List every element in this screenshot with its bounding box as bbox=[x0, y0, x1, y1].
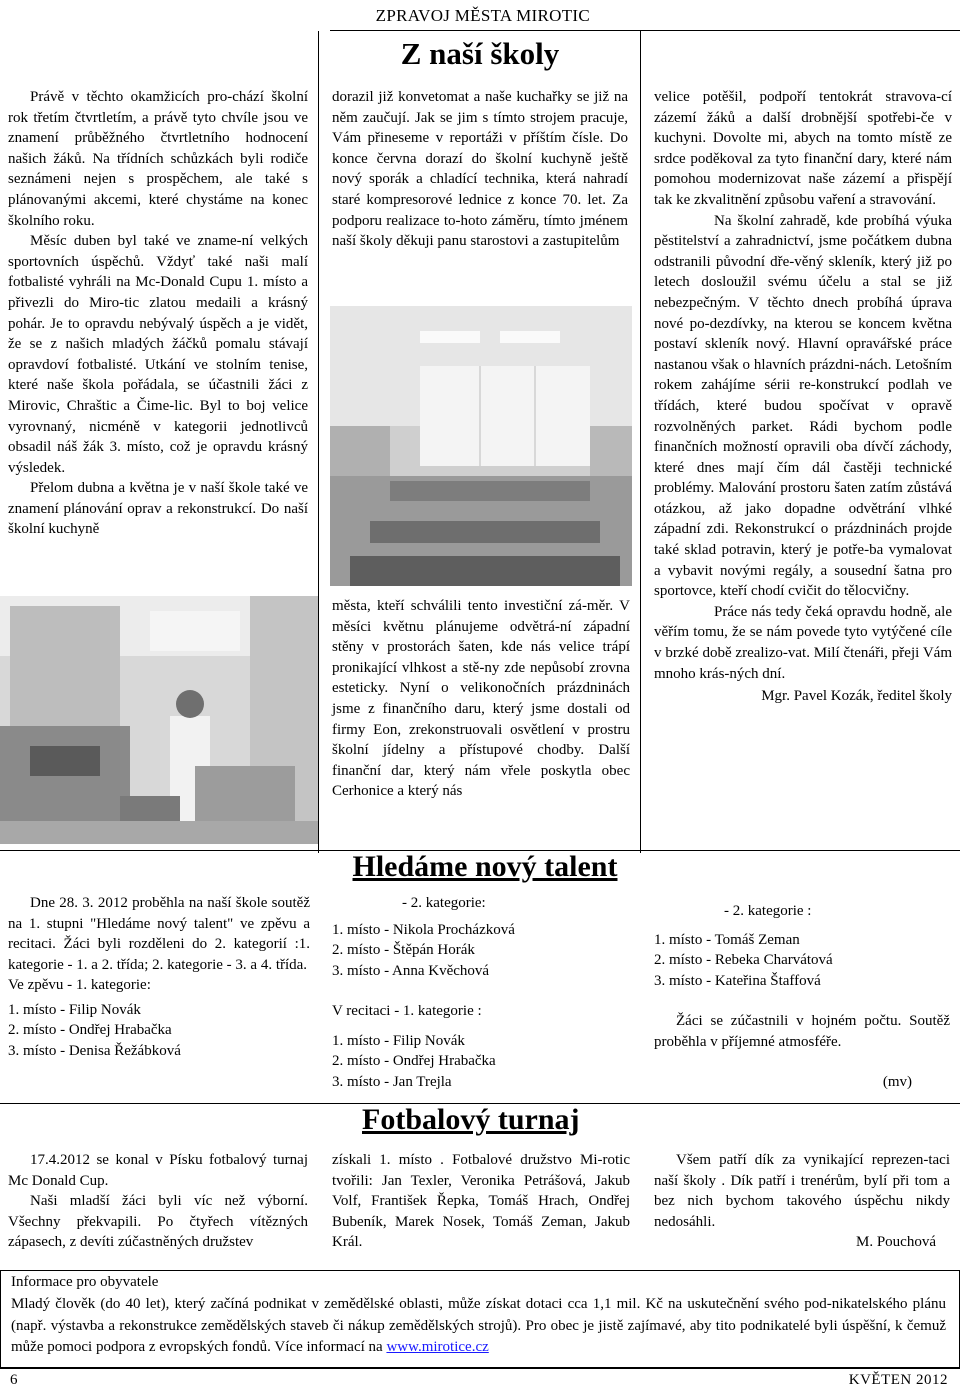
article-column-3 bbox=[654, 87, 952, 707]
category-label: - 2. kategorie: bbox=[402, 895, 486, 911]
article-paragraph: Na školní zahradě, kde probíhá výuka pěstitelství a zahradnictví, jsme počátkem dubna odstranili původní dře-věný skleník, který již po letech dosloužil svému účelu a stal se již nebezpečným. V těchto dnech probíhá úprava nové po-dezdívky, na kterou se koncem května postaví skleník nový. Hlavní opravářské práce nastanou však o hlavních prázdni-nách. Letošním rokem zahájíme sérii re-konstrukcí podlah ve třídách, které budou spočívat v opravě rozvolněných parket. Rádi bychom podle finančních možností opravili oba dívčí záchody, které dnes mají čím dál častěji technické problémy. Malování prostoru šaten zatím zůstává otázkou, až jako dopadne odvětrání vlhké západní zdi. Rekonstrukcí o prázdninách projde také sklad potravin, který je potře-ba vymalovat a vybavit novými regály, a sousední šatna pro sportovce, kteří chodí cvičit do tělocvičny. bbox=[654, 212, 952, 600]
newsletter-title: ZPRAVOJ MĚSTA MIROTIC bbox=[375, 6, 590, 25]
football-column-1 bbox=[8, 1150, 308, 1253]
talent-results-column-3 bbox=[654, 901, 950, 1093]
talent-intro-column bbox=[8, 893, 310, 1061]
issue-date: KVĚTEN 2012 bbox=[848, 1372, 948, 1388]
football-paragraph: 17.4.2012 se konal v Písku fotbalový turnaj Mc Donald Cup. bbox=[8, 1152, 308, 1189]
article-paragraph: velice potěšil, podpoří tentokrát stravova-cí zázemí žáků a další drobnější spotřebi-če v kuchyni. Dovolte mi, abych na tomto místě ze srdce poděkoval za tyto finanční dary, které nám pomohou modernizovat naše zázemí a přispějí tak ke zkvalitnění způsobu vaření a stravování. bbox=[654, 89, 952, 208]
list-item: 1. místo - Nikola Procházková bbox=[332, 921, 515, 938]
category-label: V recitaci - 1. kategorie : bbox=[332, 1003, 482, 1019]
football-paragraph: získali 1. místo . Fotbalové družstvo Mi-rotic tvořili: Jan Texler, Veronika Petrášová, Jakub Volf, František Řepka, Tomáš Hrach, Ondřej Bubeník, Marek Nosek, Tomáš Zeman, Jakub Král. bbox=[332, 1152, 630, 1251]
list-item: 3. místo - Jan Trejla bbox=[332, 1073, 452, 1090]
talent-author: (mv) bbox=[882, 1074, 912, 1090]
list-item: 1. místo - Filip Novák bbox=[332, 1032, 465, 1049]
list-item: 3. místo - Kateřina Štaffová bbox=[654, 972, 821, 989]
football-column-2 bbox=[332, 1150, 630, 1253]
dining-room-photo bbox=[330, 306, 632, 586]
category-label: - 2. kategorie : bbox=[724, 903, 812, 919]
list-item: 1. místo - Filip Novák bbox=[8, 1001, 141, 1018]
column-rule bbox=[640, 31, 641, 853]
kitchen-photo bbox=[0, 596, 318, 844]
info-body: Mladý člověk (do 40 let), který začíná podnikat v zemědělské oblasti, může získat dotaci cca 1,1 mil. Kč na uskutečnění svého pod-nikatelského plánu (např. výstavba a rekonstrukce zemědělských staveb či nákup zemědělských strojů). Pro obec je jistě zajímavé, aby tito podnikatelé byli úspěšní, k čemuž může pomoci podpora z evropských fondů. Více informací na bbox=[11, 1296, 946, 1355]
football-paragraph: Naši mladší žáci byli víc než výborní. Všechny překvapili. Po čtyřech vítězných zápasech, z devíti zúčastněných družstev bbox=[8, 1193, 308, 1251]
info-link[interactable]: www.mirotice.cz bbox=[386, 1339, 489, 1355]
football-heading: Fotbalový turnaj bbox=[362, 1103, 580, 1136]
list-item: 2. místo - Ondřej Hrabačka bbox=[8, 1022, 172, 1038]
list-item: 2. místo - Ondřej Hrabačka bbox=[332, 1053, 496, 1069]
page-number: 6 bbox=[10, 1372, 18, 1388]
article-column-1 bbox=[8, 87, 308, 540]
info-body-wrapper bbox=[11, 1294, 946, 1359]
talent-closing: Žáci se zúčastnili v hojném počtu. Soutěž proběhla v příjemné atmosféře. bbox=[654, 1013, 950, 1050]
article-paragraph: Právě v těchto okamžicích pro-chází školní rok třetím čtvrtletím, a právě tyto chvíle jsou ve znamení průběžného čtvrtletního hodnocení našich žáků. Na třídních schůzkách byli rodiče seznámeni nejen s prospěchem, ale také s plánovanými akcemi, které chystáme na konec školního roku. bbox=[8, 89, 308, 229]
football-author: M. Pouchová bbox=[856, 1234, 936, 1251]
article-column-2-bottom bbox=[332, 596, 630, 802]
talent-results-column-2 bbox=[332, 893, 632, 1092]
list-item: 2. místo - Rebeka Charvátová bbox=[654, 952, 833, 968]
article-paragraph: Práce nás tedy čeká opravdu hodně, ale věřím tomu, že se nám povede tyto vytýčené cíle v brzké době zrealizo-vat. Milí čtenáři, přeji Vám mnoho krás-ných dní. bbox=[654, 603, 952, 682]
article-paragraph: Přelom dubna a května je v naší škole také ve znamení plánování oprav a rekonstrukcí. Do naší školní kuchyně bbox=[8, 480, 308, 538]
article-paragraph: Měsíc duben byl také ve zname-ní velkých sportovních úspěchů. Vždyť také naši malí fotbalisté vyhráli na Mc-Donald Cupu 1. místo a přivezli do Miro-tic zlatou medaili a krásný pohár. Je to opravdu nebývalý úspěch a je vidět, že se z našich mladých žáčků pomalu stávají opravdoví fotbalisté. Utkání ve stolním tenise, které naše škola pořádala, se účastnili žáci z Mirovic, Chraštic a Čime-lic. Byl to boj velice vyrovnaný, nicméně v kategorii jednotlivců obsadil náš žák 3. místo, což je opravdu krásný výsledek. bbox=[8, 233, 308, 476]
football-column-3 bbox=[654, 1150, 950, 1253]
section-title: Z naší školy bbox=[400, 36, 560, 71]
signature: Mgr. Pavel Kozák, ředitel školy bbox=[761, 688, 952, 705]
article-paragraph: města, kteří schválili tento investiční zá-měr. V měsíci květnu plánujeme odvětrá-ní západní stěny v prostorách šaten, kde nás velice trápí pronikající vlhkost a stě-ny zde nepůsobí zrovna esteticky. Nyní o velikonočních prázdninách jsme z finančního daru, který jsme dostali od firmy Eon, zrekonstruovali osvětlení v prostru školní jídelny a přístupové chodby. Další finanční dar, který nám vřele poskytla obec Cerhonice a který nás bbox=[332, 598, 630, 800]
article-column-2 bbox=[332, 87, 628, 252]
list-item: 3. místo - Anna Kvěchová bbox=[332, 962, 490, 979]
list-item: 1. místo - Tomáš Zeman bbox=[654, 931, 800, 948]
column-rule bbox=[318, 31, 319, 853]
footer-rule bbox=[0, 1368, 960, 1369]
article-paragraph: dorazil již konvetomat a naše kuchařky se již na něm zaučují. Jak se jim s tímto strojem pracuje, Vám přineseme v reportáži v příštím čísle. Do konce června dorazí do školní kuchyně ještě nový sporák a chladící technika, která nahradí staré kompresorové lednice z konce 70. let. Za podporu realizace to-hoto záměru, tímto jménem naší školy děkuji panu starostovi a zastupitelům bbox=[332, 89, 628, 250]
football-paragraph: Všem patří dík za vynikající reprezen-taci naší školy . Dík patří i trenérům, bylí při tom a bez nich bychom takového úspěchu nikdy nedosáhli. bbox=[654, 1152, 950, 1230]
list-item: 3. místo - Denisa Řežábková bbox=[8, 1042, 181, 1059]
talent-heading: Hledáme nový talent bbox=[352, 850, 618, 883]
info-box bbox=[0, 1270, 960, 1368]
category-label: Ve zpěvu - 1. kategorie: bbox=[8, 977, 151, 993]
list-item: 2. místo - Štěpán Horák bbox=[332, 942, 475, 958]
talent-intro: Dne 28. 3. 2012 proběhla na naší škole soutěž na 1. stupni "Hledáme nový talent" ve zpěvu a recitaci. Žáci byli rozděleni do 2. kategorií :1. kategorie - 1. a 2. třída; 2. kategorie - 3. a 4. třída. bbox=[8, 895, 310, 973]
info-title: Informace pro obyvatele bbox=[11, 1274, 159, 1290]
